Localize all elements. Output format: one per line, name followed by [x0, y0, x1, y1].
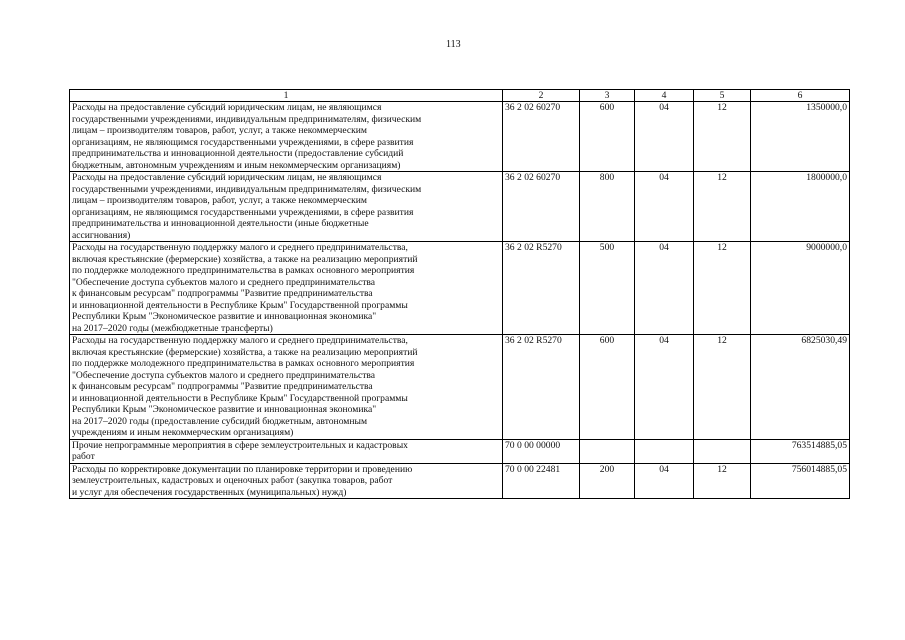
expense-type-code: 600 — [580, 102, 635, 172]
section-code: 04 — [635, 242, 694, 335]
description-line: Расходы на предоставление субсидий юридическим лицам, не являющимся — [72, 102, 382, 113]
description-line: организациям, не являющимся государственными учреждениями, в сфере развития — [72, 206, 414, 218]
table-row — [70, 102, 850, 172]
target-article-code: 36 2 02 R5270 — [503, 242, 580, 335]
section-code: 04 — [635, 335, 694, 440]
target-article-code: 36 2 02 60270 — [503, 102, 580, 172]
column-header: 2 — [503, 90, 580, 102]
expense-description — [70, 242, 503, 335]
amount: 1800000,0 — [751, 172, 850, 242]
column-header: 5 — [694, 90, 751, 102]
subsection-code: 12 — [694, 102, 751, 172]
column-header: 3 — [580, 90, 635, 102]
description-line: к финансовым ресурсам" подпрограммы "Развитие предпринимательства — [72, 288, 373, 299]
description-line: к финансовым ресурсам" подпрограммы "Развитие предпринимательства — [72, 381, 373, 392]
table-row — [70, 172, 850, 242]
expense-type-code — [580, 439, 635, 463]
column-header: 6 — [751, 90, 850, 102]
description-line: на 2017–2020 годы (межбюджетные трансферты) — [72, 322, 273, 334]
expense-type-code: 500 — [580, 242, 635, 335]
expense-description — [70, 439, 503, 463]
description-line: по поддержке молодежного предпринимательства в рамках основного мероприятия — [72, 265, 415, 276]
expense-type-code: 200 — [580, 463, 635, 499]
page-number: 113 — [446, 39, 461, 50]
description-line: на 2017–2020 годы (предоставление субсидий бюджетным, автономным — [72, 415, 368, 427]
description-line: ассигнования) — [72, 229, 131, 241]
subsection-code — [694, 439, 751, 463]
description-line: работ — [72, 451, 95, 462]
column-header: 4 — [635, 90, 694, 102]
description-line: Республики Крым "Экономическое развитие и инновационная экономика" — [72, 311, 377, 322]
table-row — [70, 439, 850, 463]
target-article-code: 70 0 00 22481 — [503, 463, 580, 499]
description-line: "Обеспечение доступа субъектов малого и среднего предпринимательства — [72, 276, 376, 288]
expense-description — [70, 102, 503, 172]
description-line: организациям, не являющимся государственными учреждениями, в сфере развития — [72, 136, 414, 148]
table-row — [70, 242, 850, 335]
expense-description — [70, 335, 503, 440]
subsection-code: 12 — [694, 242, 751, 335]
amount: 6825030,49 — [751, 335, 850, 440]
description-line: лицам – производителям товаров, работ, услуг, а также некоммерческим — [72, 195, 367, 206]
description-line: предпринимательства и инновационной деятельности (предоставление субсидий — [72, 148, 404, 159]
description-line: лицам – производителям товаров, работ, услуг, а также некоммерческим — [72, 125, 367, 136]
description-line: включая крестьянские (фермерские) хозяйства, а также на реализацию мероприятий — [72, 253, 418, 265]
amount: 9000000,0 — [751, 242, 850, 335]
description-line: и инновационной деятельности в Республике Крым" Государственной программы — [72, 392, 408, 404]
table-row — [70, 463, 850, 499]
target-article-code: 36 2 02 60270 — [503, 172, 580, 242]
table-header-row — [70, 90, 850, 102]
description-line: и инновационной деятельности в Республике Крым" Государственной программы — [72, 299, 408, 311]
expense-type-code: 600 — [580, 335, 635, 440]
description-line: Прочие непрограммные мероприятия в сфере землеустроительных и кадастровых — [72, 439, 408, 451]
description-line: учреждениям и иным некоммерческим организациям) — [72, 427, 294, 438]
description-line: Республики Крым "Экономическое развитие и инновационная экономика" — [72, 404, 377, 415]
description-line: предпринимательства и инновационной деятельности (иные бюджетные — [72, 218, 369, 229]
section-code: 04 — [635, 102, 694, 172]
subsection-code: 12 — [694, 463, 751, 499]
description-line: "Обеспечение доступа субъектов малого и среднего предпринимательства — [72, 369, 376, 381]
description-line: Расходы на государственную поддержку малого и среднего предпринимательства, — [72, 335, 408, 346]
amount: 1350000,0 — [751, 102, 850, 172]
section-code: 04 — [635, 463, 694, 499]
description-line: государственными учреждениями, индивидуальным предпринимателям, физическим — [72, 183, 422, 195]
expense-type-code: 800 — [580, 172, 635, 242]
description-line: Расходы на предоставление субсидий юридическим лицам, не являющимся — [72, 172, 382, 183]
expense-description — [70, 463, 503, 499]
description-line: бюджетным, автономным учреждениям и иным некоммерческим организациям) — [72, 159, 401, 171]
description-line: Расходы на государственную поддержку малого и среднего предпринимательства, — [72, 242, 408, 253]
description-line: Расходы по корректировке документации по планировке территории и проведению — [72, 463, 413, 475]
subsection-code: 12 — [694, 172, 751, 242]
column-header: 1 — [70, 90, 503, 102]
subsection-code: 12 — [694, 335, 751, 440]
target-article-code: 36 2 02 R5270 — [503, 335, 580, 440]
description-line: и услуг для обеспечения государственных (муниципальных) нужд) — [72, 486, 347, 498]
target-article-code: 70 0 00 00000 — [503, 439, 580, 463]
description-line: включая крестьянские (фермерские) хозяйства, а также на реализацию мероприятий — [72, 346, 418, 358]
budget-table — [69, 89, 850, 499]
expense-description — [70, 172, 503, 242]
section-code: 04 — [635, 172, 694, 242]
amount: 763514885,05 — [751, 439, 850, 463]
amount: 756014885,05 — [751, 463, 850, 499]
description-line: землеустроительных, кадастровых и оценочных работ (закупка товаров, работ — [72, 475, 393, 486]
description-line: государственными учреждениями, индивидуальным предпринимателям, физическим — [72, 113, 422, 125]
table-row — [70, 335, 850, 440]
description-line: по поддержке молодежного предпринимательства в рамках основного мероприятия — [72, 358, 415, 369]
section-code — [635, 439, 694, 463]
